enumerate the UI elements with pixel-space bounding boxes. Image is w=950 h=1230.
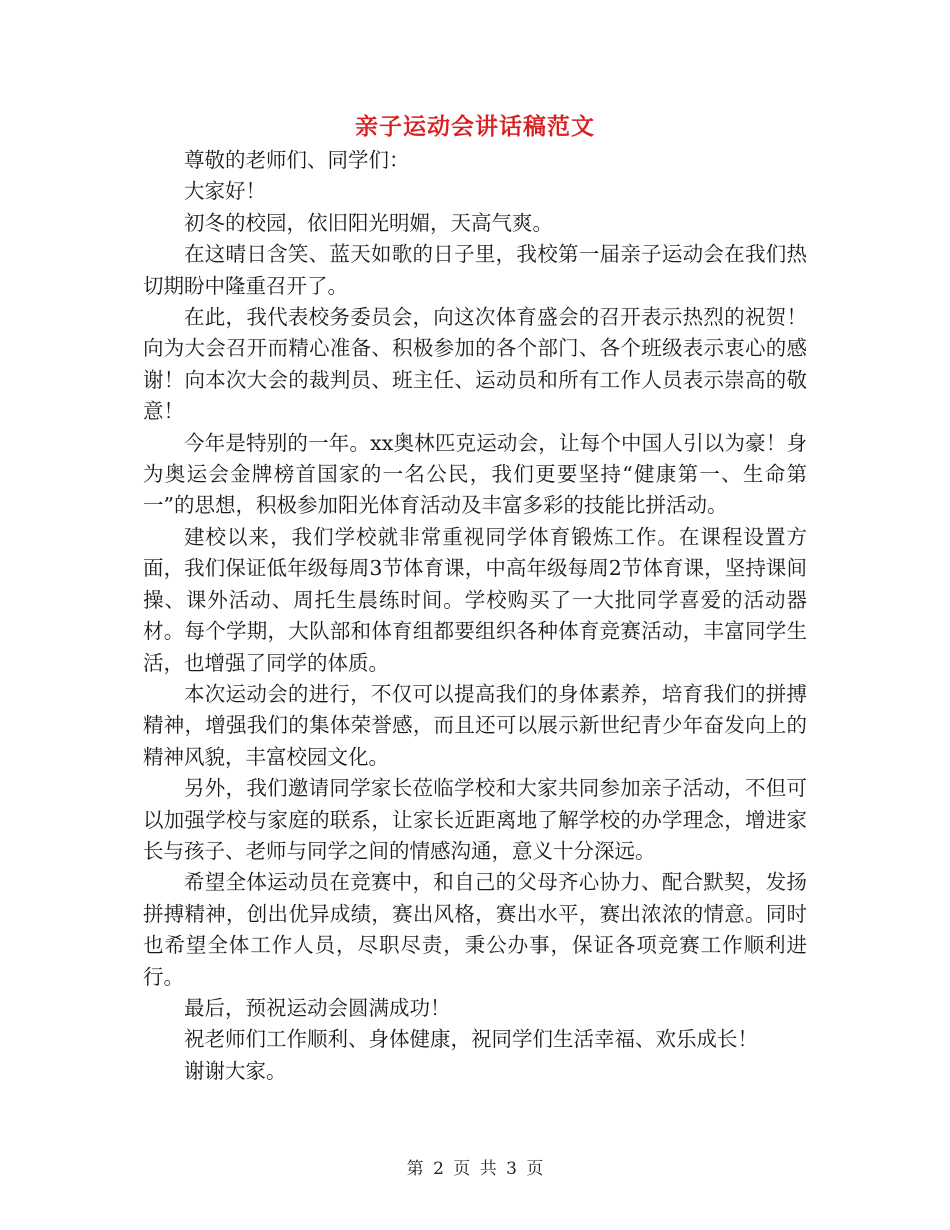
- document-title: 亲子运动会讲话稿范文: [355, 113, 595, 140]
- paragraph: 另外，我们邀请同学家长莅临学校和大家共同参加亲子活动，不但可以加强学校与家庭的联系，让家长近距离地了解学校的办学理念，增进家长与孩子、老师与同学之间的情感沟通，意义十分深远。: [143, 776, 807, 863]
- paragraph: 在此，我代表校务委员会，向这次体育盛会的召开表示热烈的祝贺！向为大会召开而精心准备、积极参加的各个部门、各个班级表示衷心的感谢！向本次大会的裁判员、班主任、运动员和所有工作人员表示崇高的敬意！: [143, 305, 807, 424]
- paragraph: 本次运动会的进行，不仅可以提高我们的身体素养，培育我们的拼搏精神，增强我们的集体荣誉感，而且还可以展示新世纪青少年奋发向上的精神风貌，丰富校园文化。: [143, 681, 807, 769]
- paragraph: 希望全体运动员在竞赛中，和自己的父母齐心协力、配合默契，发扬拼搏精神，创出优异成绩，赛出风格，赛出水平，赛出浓浓的情意。同时也希望全体工作人员，尽职尽责，秉公办事，保证各项竞赛工作顺利进行。: [143, 870, 807, 989]
- paragraph: 建校以来，我们学校就非常重视同学体育锻炼工作。在课程设置方面，我们保证低年级每周3节体育课，中高年级每周2节体育课，坚持课间操、课外活动、周托生晨练时间。学校购买了一大批同学喜爱的活动器材。每个学期，大队部和体育组都要组织各种体育竞赛活动，丰富同学生活，也增强了同学的体质。: [143, 524, 807, 675]
- paragraph: 最后，预祝运动会圆满成功！: [184, 995, 451, 1020]
- paragraph: 祝老师们工作顺利、身体健康，祝同学们生活幸福、欢乐成长！: [184, 1027, 758, 1052]
- paragraph: 初冬的校园，依旧阳光明媚，天高气爽。: [184, 210, 553, 235]
- greeting: 大家好！: [184, 179, 266, 204]
- page-number: 第 2 页 共 3 页: [406, 1159, 544, 1179]
- salutation: 尊敬的老师们、同学们：: [184, 148, 410, 172]
- document-body: [143, 145, 807, 1087]
- closing: 谢谢大家。: [184, 1058, 287, 1083]
- paragraph: 今年是特别的一年。xx奥林匹克运动会，让每个中国人引以为豪！身为奥运会金牌榜首国家的一名公民，我们更要坚持“健康第一、生命第一”的思想，积极参加阳光体育活动及丰富多彩的技能比拼活动。: [143, 430, 807, 518]
- paragraph: 在这晴日含笑、蓝天如歌的日子里，我校第一届亲子运动会在我们热切期盼中隆重召开了。: [143, 242, 807, 298]
